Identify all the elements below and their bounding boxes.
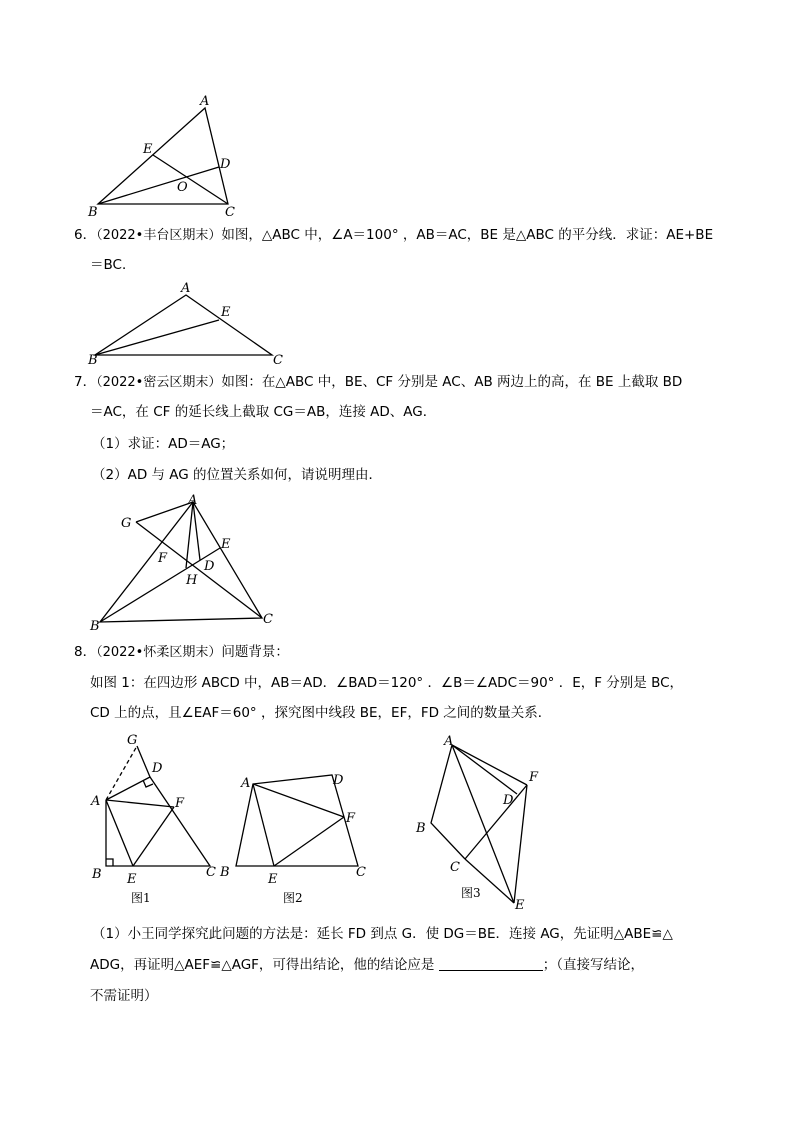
label-c: C xyxy=(450,860,460,875)
segment-cf xyxy=(465,785,527,859)
label-f: F xyxy=(529,770,539,785)
label-c: C xyxy=(273,353,283,368)
q8-source: （2022•怀柔区期末） xyxy=(96,645,222,660)
label-c: C xyxy=(356,865,366,880)
q7-line2: ＝AC，在 CF 的延长线上截取 CG＝AB，连接 AD、AG． xyxy=(90,404,437,420)
label-f: F xyxy=(346,811,356,826)
segment-gc xyxy=(136,522,262,618)
label-b: B xyxy=(416,821,426,836)
figure-q6 xyxy=(0,270,794,370)
label-g: G xyxy=(127,733,138,748)
q8-part1-tail: ；（直接写结论， xyxy=(542,957,644,973)
label-a: A xyxy=(181,281,191,296)
figure-q7 xyxy=(0,490,794,635)
label-c: C xyxy=(225,205,235,220)
label-e: E xyxy=(221,305,231,320)
label-b: B xyxy=(88,205,98,220)
caption-fig3: 图3 xyxy=(461,886,481,900)
segment-be xyxy=(95,320,219,355)
answer-blank[interactable] xyxy=(439,956,543,971)
label-d: D xyxy=(333,773,344,788)
label-b: B xyxy=(220,865,230,880)
q6-number: 6． xyxy=(74,227,97,243)
label-b: B xyxy=(90,619,100,634)
label-h: H xyxy=(186,573,198,588)
q8-text1: 如图 1：在四边形 ABCD 中，AB＝AD．∠BAD＝120° ．∠B＝∠ADC＝90° ．E，F 分别是 BC， xyxy=(90,675,684,691)
label-e: E xyxy=(268,872,278,887)
q8-number: 8． xyxy=(74,644,97,660)
label-f: F xyxy=(175,796,185,811)
q8-line1 xyxy=(74,642,289,663)
label-f: F xyxy=(158,551,168,566)
label-d: D xyxy=(503,793,514,808)
label-e: E xyxy=(515,898,525,913)
label-c: C xyxy=(206,865,216,880)
segment-fe xyxy=(514,785,527,903)
label-c: C xyxy=(263,612,273,627)
label-d: D xyxy=(220,157,231,172)
q6-source: （2022•丰台区期末） xyxy=(96,228,222,243)
label-a: A xyxy=(200,94,210,109)
q7-part1: （1）求证：AD＝AG； xyxy=(92,436,235,452)
triangle-abc xyxy=(95,295,272,355)
q6-line1 xyxy=(74,225,713,246)
label-a: A xyxy=(241,776,251,791)
q6-line2: ＝BC． xyxy=(90,257,136,273)
triangle-abc xyxy=(98,108,228,204)
figure-8-3 xyxy=(0,725,794,915)
q8-text2: CD 上的点，且∠EAF＝60° ，探究图中线段 BE，EF，FD 之间的数量关系． xyxy=(90,705,552,721)
label-a: A xyxy=(444,734,454,749)
segment-ab-bc xyxy=(431,745,465,859)
segment-af xyxy=(452,745,527,785)
label-o: O xyxy=(177,180,188,195)
q8-part1-line1: （1）小王同学探究此问题的方法是：延长 FD 到点 G．使 DG＝BE．连接 AG，先证明△ABE≌△ xyxy=(92,926,673,942)
q7-text1: 如图：在△ABC 中，BE、CF 分别是 AC、AB 两边上的高，在 BE 上截取 BD xyxy=(221,374,683,390)
segment-ec xyxy=(153,155,228,204)
label-e: E xyxy=(143,142,153,157)
q8-part1-line3: 不需证明） xyxy=(90,988,158,1004)
figure-triangle-abc-o xyxy=(0,0,794,230)
label-g: G xyxy=(121,516,132,531)
q7-number: 7． xyxy=(74,374,97,390)
label-b: B xyxy=(88,353,98,368)
label-d: D xyxy=(204,559,215,574)
q7-line1 xyxy=(74,372,682,393)
segment-ad xyxy=(193,502,200,560)
caption-fig1: 图1 xyxy=(131,891,151,905)
q8-head: 问题背景： xyxy=(221,644,289,660)
label-b: B xyxy=(92,867,102,882)
label-a: A xyxy=(188,493,198,508)
caption-fig2: 图2 xyxy=(283,891,303,905)
q7-part2: （2）AD 与 AG 的位置关系如何，请说明理由． xyxy=(92,467,383,483)
label-e: E xyxy=(127,872,137,887)
q6-text1: 如图，△ABC 中，∠A＝100° ，AB＝AC，BE 是△ABC 的平分线．求证：AE+BE xyxy=(221,227,714,243)
q8-part1-line2 xyxy=(90,955,644,975)
segment-ah xyxy=(186,502,193,568)
label-e: E xyxy=(221,537,231,552)
label-a: A xyxy=(91,794,101,809)
q7-source: （2022•密云区期末） xyxy=(96,375,222,390)
label-d: D xyxy=(152,761,163,776)
q8-part1-text: ADG，再证明△AEF≌△AGF，可得出结论，他的结论应是 xyxy=(90,957,435,973)
